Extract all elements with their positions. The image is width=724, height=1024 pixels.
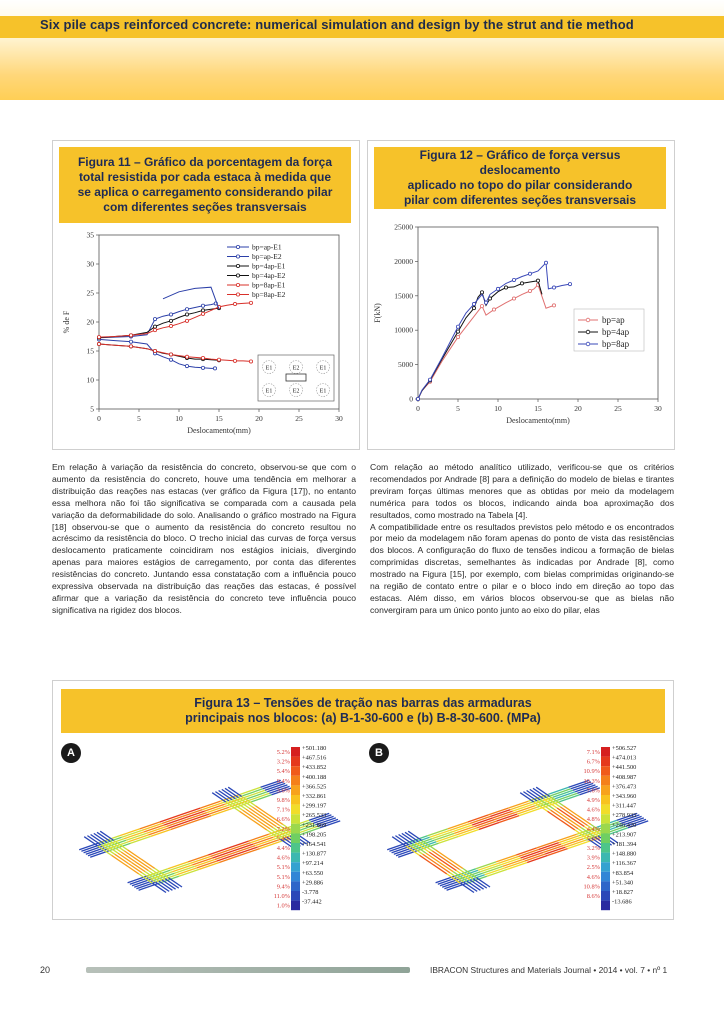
scale-swatch	[601, 776, 610, 786]
scale-value: +311.447	[612, 802, 637, 810]
caption-line: aplicado no topo do pilar considerando	[407, 178, 633, 192]
y-tick-label: 5	[90, 404, 94, 414]
data-point	[97, 335, 100, 338]
scale-percent: 5.0%	[586, 835, 600, 843]
caption-line: Figura 11 – Gráfico da porcentagem da força	[77, 155, 333, 169]
caption-line: Figura 12 – Gráfico de força versus deslocamento	[419, 148, 621, 177]
scale-value: +400.188	[302, 773, 327, 781]
scale-value: -3.778	[302, 889, 319, 896]
scale-value: +506.527	[612, 745, 637, 752]
figure-11-chart	[53, 227, 359, 447]
data-point	[233, 302, 236, 305]
legend-label: bp=8ap-E1	[252, 280, 286, 290]
scale-swatch	[601, 891, 610, 901]
footer-bar	[86, 967, 410, 973]
scale-percent: 10.3%	[583, 777, 600, 785]
scale-percent: 2.5%	[586, 864, 600, 872]
scale-value: +265.533	[302, 812, 327, 820]
data-point	[552, 286, 555, 289]
series-line	[99, 339, 215, 368]
data-point	[201, 304, 204, 307]
x-tick-label: 5	[456, 404, 460, 413]
data-point	[201, 366, 204, 369]
data-point	[456, 330, 459, 333]
scale-swatch	[291, 747, 300, 757]
data-point	[492, 308, 495, 311]
pile-label: E1	[319, 388, 327, 395]
scale-percent: 5.2%	[276, 749, 290, 756]
paragraph: Com relação ao método analítico utilizado, verificou-se que os critérios recomendados por Andrade [8] para a definição do modelo de bielas e tirantes previram forças últimas menores que as obtidas por meio da modelagem numérica para todos os blocos, indicando ainda boa aproximação dos resultados, como mostrado na Tabela [4].	[370, 462, 674, 520]
scale-swatch	[601, 824, 610, 834]
scale-percent: 5.4%	[276, 835, 290, 843]
scale-swatch	[601, 805, 610, 815]
y-tick-label: 25000	[394, 222, 413, 232]
scale-swatch	[291, 757, 300, 767]
scale-swatch	[291, 833, 300, 843]
scale-percent: 6.7%	[586, 758, 600, 766]
scale-swatch	[601, 862, 610, 872]
y-tick-label: 15	[86, 346, 94, 356]
journal-reference: IBRACON Structures and Materials Journal • 2014 • vol. 7 • nº 1	[430, 965, 668, 975]
scale-value: +29.886	[302, 879, 324, 887]
data-point	[456, 335, 459, 338]
scale-value: +231.869	[302, 821, 327, 829]
legend-label: bp=8ap-E2	[252, 290, 286, 299]
panel-b-color-scale	[583, 743, 669, 915]
scale-percent: 10.8%	[583, 883, 600, 891]
data-point	[249, 360, 252, 363]
data-point	[153, 349, 156, 352]
pile-label: E2	[292, 388, 300, 395]
x-tick-label: 25	[295, 414, 303, 423]
x-tick-label: 0	[97, 414, 101, 423]
data-point	[428, 378, 431, 381]
data-point	[504, 286, 507, 289]
legend-marker	[236, 245, 239, 248]
x-axis-label: Deslocamento(mm)	[506, 416, 570, 425]
scale-percent: 7.6%	[586, 787, 600, 795]
scale-swatch	[291, 843, 300, 853]
scale-swatch	[601, 795, 610, 805]
pile-label: E1	[265, 365, 273, 372]
panel-b-model	[367, 743, 597, 913]
scale-swatch	[601, 766, 610, 776]
scale-swatch	[601, 901, 610, 911]
data-point	[153, 318, 156, 321]
caption-line: Figura 13 – Tensões de tração nas barras das armaduras	[194, 696, 532, 710]
data-point	[129, 345, 132, 348]
y-tick-label: 20	[86, 317, 94, 327]
legend-label: bp=8ap	[602, 339, 630, 349]
scale-percent: 4.8%	[586, 816, 600, 824]
data-point	[544, 261, 547, 264]
scale-percent: 4.9%	[586, 797, 600, 804]
x-tick-label: 20	[255, 414, 263, 423]
data-point	[496, 287, 499, 290]
header-band	[0, 0, 724, 100]
x-tick-label: 15	[534, 404, 542, 413]
pile-label: E2	[292, 365, 300, 372]
data-point	[536, 279, 539, 282]
data-point	[169, 319, 172, 322]
x-tick-label: 15	[215, 414, 223, 423]
y-tick-label: 15000	[394, 291, 413, 301]
scale-swatch	[291, 776, 300, 786]
data-point	[185, 308, 188, 311]
series-line	[99, 303, 251, 337]
scale-percent: 3.2%	[276, 758, 290, 766]
panel-b-badge: B	[369, 743, 389, 763]
y-tick-label: 20000	[394, 256, 413, 266]
scale-percent: 9.4%	[276, 777, 290, 785]
figure-12-chart	[368, 217, 674, 447]
legend-marker	[586, 330, 590, 334]
data-point	[185, 364, 188, 367]
scale-swatch	[601, 785, 610, 795]
data-point	[153, 329, 156, 332]
scale-swatch	[291, 805, 300, 815]
figure-12	[367, 140, 675, 450]
data-point	[528, 272, 531, 275]
data-point	[97, 342, 100, 345]
scale-swatch	[291, 795, 300, 805]
scale-percent: 5.1%	[276, 864, 290, 872]
x-tick-label: 25	[614, 404, 622, 413]
data-point	[512, 297, 515, 300]
x-axis-label: Deslocamento(mm)	[187, 426, 251, 435]
scale-swatch	[601, 757, 610, 767]
scale-swatch	[291, 824, 300, 834]
data-point	[169, 358, 172, 361]
y-tick-label: 30	[86, 259, 94, 269]
scale-swatch	[601, 843, 610, 853]
legend-label: bp=4ap-E2	[252, 271, 286, 280]
scale-percent: 4.6%	[586, 806, 600, 814]
scale-value: +299.197	[302, 802, 327, 810]
x-tick-label: 10	[494, 404, 502, 413]
data-point	[456, 325, 459, 328]
scale-percent: 4.6%	[586, 873, 600, 881]
legend-marker	[236, 274, 239, 277]
x-tick-label: 10	[175, 414, 183, 423]
legend-marker	[586, 342, 590, 346]
data-point	[512, 278, 515, 281]
scale-swatch	[601, 872, 610, 882]
scale-percent: 7.2%	[276, 825, 290, 833]
scale-swatch	[291, 814, 300, 824]
data-point	[201, 309, 204, 312]
scale-value: +164.541	[302, 841, 327, 848]
series-line	[99, 303, 216, 337]
data-point	[129, 334, 132, 337]
data-point	[520, 282, 523, 285]
data-point	[201, 356, 204, 359]
scale-percent: 4.4%	[586, 825, 600, 833]
legend-label: bp=4ap-E1	[252, 261, 286, 271]
scale-percent: 9.8%	[276, 797, 290, 804]
paragraph: Em relação à variação da resistência do concreto, observou-se que com o aumento da resistência do concreto, houve uma tendência em melhorar a distribuição das reações nas estacas (ver gráfico da Figura [17]), no entanto essa melhora não foi tão significativa se comparada com a causada pela variação da deformabilidade do solo. Analisando o gráfico mostrado na Figura [18] observou-se que o aumento da resistência do concreto resultou no acréscimo da resistência do bloco. O trecho inicial das curvas de força versus deslocamento praticamente coincidiram nos estágios iniciais, divergindo apenas para maiores estágios de carregamento, por conta das diferentes resistências do concreto. Juntando essa constatação com a influência pouco expressiva observada na distribuição das reações das estacas, é possível afirmar que a variação da resistência do concreto teve influência pouco significativa na rigidez dos blocos.	[52, 462, 356, 615]
scale-value: +441.500	[612, 764, 637, 772]
data-point	[185, 313, 188, 316]
series-line	[418, 263, 570, 399]
x-tick-label: 30	[654, 404, 662, 413]
scale-value: +366.525	[302, 783, 327, 791]
data-point	[185, 319, 188, 322]
data-point	[217, 358, 220, 361]
paper-title: Six pile caps reinforced concrete: numerical simulation and design by the strut and tie method	[40, 17, 634, 32]
scale-swatch	[291, 872, 300, 882]
pile-label: E1	[319, 365, 327, 372]
scale-value: +97.214	[302, 860, 324, 868]
scale-value: +63.550	[302, 869, 324, 877]
scale-percent: 7.1%	[276, 806, 290, 814]
scale-value: +474.013	[612, 754, 637, 762]
y-tick-label: 10	[86, 375, 94, 385]
scale-value: +198.205	[302, 831, 327, 839]
legend-label: bp=ap-E1	[252, 242, 282, 252]
scale-percent: 9.4%	[276, 883, 290, 891]
panel-a-badge: A	[61, 743, 81, 763]
data-point	[185, 355, 188, 358]
scale-swatch	[601, 853, 610, 863]
scale-value: +116.367	[612, 860, 637, 868]
scale-swatch	[291, 901, 300, 911]
scale-percent: 11.0%	[273, 893, 290, 900]
data-point	[568, 283, 571, 286]
caption-line: com diferentes seções transversais	[103, 200, 307, 214]
data-point	[169, 324, 172, 327]
scale-value: +18.827	[612, 889, 634, 896]
data-point	[472, 302, 475, 305]
body-text-right	[370, 462, 674, 617]
y-axis-label: F(kN)	[373, 303, 382, 323]
series-line	[99, 344, 251, 361]
scale-value: -37.442	[302, 898, 322, 906]
x-tick-label: 20	[574, 404, 582, 413]
legend-marker	[236, 293, 239, 296]
figure-13	[52, 680, 674, 920]
scale-value: +467.516	[302, 754, 327, 762]
panel-a-color-scale	[273, 743, 359, 915]
y-tick-label: 0	[409, 394, 413, 404]
scale-value: +213.907	[612, 831, 637, 839]
scale-value: -13.686	[612, 898, 632, 906]
figure-11	[52, 140, 360, 450]
scale-swatch	[601, 814, 610, 824]
scale-percent: 3.2%	[586, 845, 600, 852]
scale-percent: 4.4%	[276, 845, 290, 852]
legend-label: bp=4ap	[602, 327, 630, 337]
scale-percent: 5.4%	[276, 768, 290, 776]
figure-12-caption	[374, 147, 666, 209]
scale-percent: 10.9%	[583, 768, 600, 776]
y-tick-label: 25	[86, 288, 94, 298]
legend-label: bp=ap-E2	[252, 252, 282, 261]
scale-swatch	[601, 833, 610, 843]
figure-11-caption	[59, 147, 351, 223]
caption-line: principais nos blocos: (a) B-1-30-600 e (b) B-8-30-600. (MPa)	[185, 711, 541, 725]
scale-value: +376.473	[612, 783, 637, 791]
scale-swatch	[291, 853, 300, 863]
scale-value: +83.854	[612, 869, 634, 877]
scale-percent: 5.1%	[276, 873, 290, 881]
scale-percent: 4.6%	[276, 854, 290, 862]
figure-13-caption	[61, 689, 665, 733]
body-text-left	[52, 462, 356, 617]
scale-swatch	[601, 747, 610, 757]
scale-swatch	[291, 766, 300, 776]
scale-swatch	[291, 881, 300, 891]
scale-swatch	[291, 785, 300, 795]
data-point	[153, 325, 156, 328]
scale-value: +148.880	[612, 850, 637, 858]
scale-value: +278.933	[612, 812, 637, 820]
paragraph: A compatibilidade entre os resultados previstos pelo método e os encontrados por meio da modelagem não foram apenas do ponto de vista das resistências dos blocos. A configuração do fluxo de tensões indicou a formação de bielas comprimidas discretas, semelhantes às indicadas por Andrade [8], como mostrado na Figura [15], por exemplo, com bielas comprimidas originando-se na região de contato entre o pilar e o bloco indo em direção ao topo das estacas. Além disso, em vários blocos observou-se que as bielas não convergiram para um único ponto junto ao eixo do pilar, elas	[370, 521, 674, 615]
data-point	[201, 312, 204, 315]
scale-percent: 6.6%	[276, 816, 290, 824]
scale-value: +246.420	[612, 821, 637, 829]
x-tick-label: 5	[137, 414, 141, 423]
pile-label: E1	[265, 388, 273, 395]
scale-value: +343.960	[612, 793, 637, 800]
panel-a-model	[59, 743, 289, 913]
series-line	[163, 287, 219, 309]
scale-value: +181.394	[612, 841, 637, 848]
legend-label: bp=ap	[602, 315, 625, 325]
x-tick-label: 0	[416, 404, 420, 413]
data-point	[213, 367, 216, 370]
scale-percent: 3.6%	[276, 787, 290, 795]
data-point	[528, 289, 531, 292]
scale-value: +332.861	[302, 793, 327, 800]
scale-percent: 8.6%	[586, 893, 600, 900]
scale-value: +130.877	[302, 850, 327, 858]
y-tick-label: 5000	[398, 360, 413, 370]
legend-marker	[586, 318, 590, 322]
data-point	[480, 291, 483, 294]
caption-line: pilar com diferentes seções transversais	[403, 193, 637, 207]
legend-marker	[236, 283, 239, 286]
data-point	[480, 305, 483, 308]
y-tick-label: 10000	[394, 325, 413, 335]
caption-line: total resistida por cada estaca à medida que	[78, 170, 332, 184]
legend-marker	[236, 255, 239, 258]
series-line	[99, 308, 219, 338]
scale-swatch	[291, 891, 300, 901]
scale-swatch	[291, 862, 300, 872]
scale-value: +433.852	[302, 764, 327, 772]
y-axis-label: % de F	[62, 310, 71, 334]
data-point	[472, 307, 475, 310]
scale-swatch	[601, 881, 610, 891]
y-tick-label: 35	[86, 230, 94, 240]
data-point	[169, 353, 172, 356]
legend-marker	[236, 264, 239, 267]
caption-line: se aplica o carregamento considerando pilar	[77, 185, 333, 199]
series-line	[418, 281, 542, 399]
scale-value: +408.987	[612, 773, 637, 781]
scale-percent: 7.1%	[586, 749, 600, 756]
scale-value: +51.340	[612, 879, 634, 887]
data-point	[249, 301, 252, 304]
scale-percent: 3.9%	[586, 854, 600, 862]
data-point	[129, 340, 132, 343]
page-number: 20	[40, 965, 51, 975]
data-point	[484, 301, 487, 304]
x-tick-label: 30	[335, 414, 343, 423]
data-point	[416, 397, 419, 400]
scale-percent: 1.0%	[276, 902, 290, 910]
data-point	[169, 313, 172, 316]
scale-value: +501.180	[302, 745, 327, 752]
data-point	[552, 304, 555, 307]
data-point	[233, 359, 236, 362]
